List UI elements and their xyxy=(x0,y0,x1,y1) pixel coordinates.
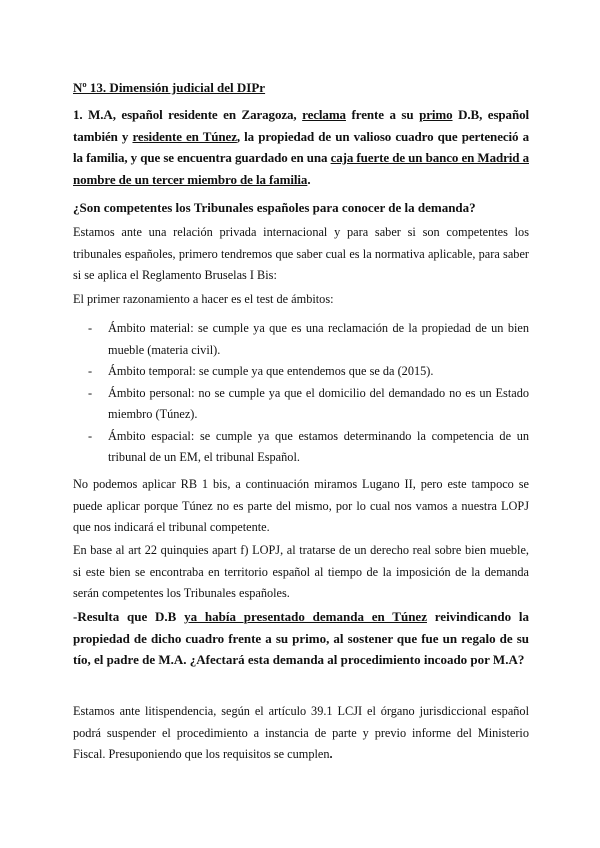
question-2: ¿Son competentes los Tribunales españoles para conocer de la demanda? xyxy=(73,200,476,215)
page-title: Nº 13. Dimensión judicial del DIPr xyxy=(73,80,266,95)
paragraph-litispendencia: Estamos ante litispendencia, según el artículo 39.1 LCJI el órgano jurisdiccional español podrá suspender el procedimiento a instancia de parte y previo informe del Ministerio Fiscal. Presuponiendo que los requisitos se cumplen. xyxy=(73,704,529,761)
paragraph-lopj: En base al art 22 quinquies apart f) LOPJ, al tratarse de un derecho real sobre bien mueble, si este bien se encontraba en territorio español al tiempo de la imposición de la demanda serán competentes los Tribunales españoles. xyxy=(73,543,529,600)
paragraph-intro: Estamos ante una relación privada internacional y para saber si son competentes los tribunales españoles, primero tendremos que saber cual es la normativa aplicable, para saber si se aplica el Reglamento Bruselas I Bis: xyxy=(73,225,529,282)
list-item: - Ámbito material: se cumple ya que es una reclamación de la propiedad de un bien mueble (materia civil). xyxy=(88,321,529,357)
paragraph-lugano: No podemos aplicar RB 1 bis, a continuación miramos Lugano II, pero este tampoco se puede aplicar porque Túnez no es parte del mismo, por lo cual nos vamos a nuestra LOPJ que nos indicará el tribunal competente. xyxy=(73,477,529,534)
list-item: - Ámbito personal: no se cumple ya que el domicilio del demandado no es un Estado miembro (Túnez). xyxy=(88,385,529,421)
list-item: - Ámbito espacial: se cumple ya que estamos determinando la competencia de un tribunal de un EM, el tribunal Español. xyxy=(88,428,529,464)
paragraph-test-ambitos: El primer razonamiento a hacer es el test de ámbitos: xyxy=(73,292,334,306)
list-item: - Ámbito temporal: se cumple ya que entendemos que se da (2015). xyxy=(88,364,434,378)
question-3: -Resulta que D.B ya había presentado demanda en Túnez reivindicando la propiedad de dicho cuadro frente a su primo, al sostener que fue un regalo de su tío, el padre de M.A. ¿Afectará esta demanda al procedimiento incoado por M.A? xyxy=(73,609,529,667)
ambitos-list xyxy=(88,318,529,469)
question-1: 1. M.A, español residente en Zaragoza, reclama frente a su primo D.B, español también y residente en Túnez, la propiedad de un valioso cuadro que perteneció a la familia, y que se encuentra guardado en una caja fuerte de un banco en Madrid a nombre de un tercer miembro de la familia. xyxy=(73,107,529,187)
